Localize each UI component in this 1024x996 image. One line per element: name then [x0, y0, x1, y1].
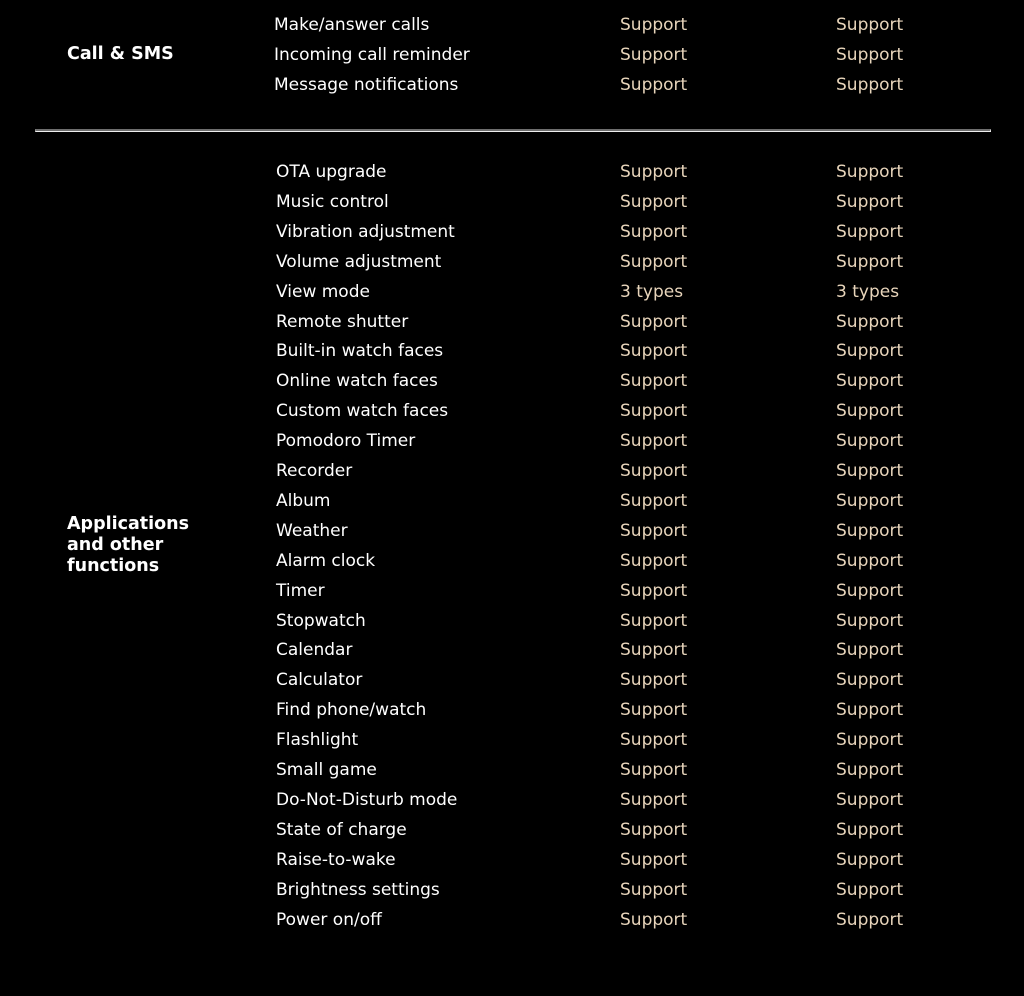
table-row	[0, 339, 1024, 369]
feature-name: Small game	[276, 760, 377, 780]
value-model-a: 3 types	[620, 281, 684, 302]
section-label: Applications and other functions	[67, 514, 190, 576]
value-model-a: Support	[620, 251, 688, 272]
table-row	[0, 160, 1024, 190]
feature-name: Power on/off	[276, 909, 382, 930]
value-model-a: Support	[620, 550, 688, 571]
section-label: Call & SMS	[67, 44, 174, 64]
table-row	[0, 579, 1024, 609]
value-model-b: Support	[836, 401, 904, 422]
feature-name: Custom watch faces	[276, 401, 449, 422]
value-model-b: Support	[836, 700, 904, 721]
value-model-a: Support	[620, 461, 688, 481]
feature-name: Recorder	[276, 461, 353, 481]
table-row	[0, 250, 1024, 280]
table-row	[0, 13, 1024, 43]
feature-name: Calendar	[276, 640, 353, 661]
feature-name: Message notifications	[274, 75, 459, 95]
feature-name: Make/answer calls	[274, 15, 430, 35]
value-model-b: 3 types	[836, 281, 900, 302]
value-model-b: Support	[836, 341, 904, 362]
feature-name: Brightness settings	[276, 879, 440, 900]
value-model-b: Support	[836, 879, 904, 900]
table-row	[0, 73, 1024, 103]
value-model-b: Support	[836, 221, 904, 242]
table-row	[0, 878, 1024, 908]
value-model-a: Support	[620, 640, 688, 661]
value-model-b: Support	[836, 311, 904, 332]
feature-name: Vibration adjustment	[276, 221, 455, 242]
feature-name: Timer	[276, 580, 325, 601]
feature-name: Weather	[276, 520, 348, 541]
value-model-a: Support	[620, 15, 688, 35]
feature-name: Raise-to-wake	[276, 849, 396, 870]
value-model-b: Support	[836, 162, 904, 182]
feature-name: Pomodoro Timer	[276, 431, 416, 452]
section-divider	[35, 129, 991, 132]
table-row	[0, 848, 1024, 878]
feature-name: Stopwatch	[276, 610, 366, 631]
value-model-b: Support	[836, 461, 904, 481]
table-row	[0, 369, 1024, 399]
value-model-b: Support	[836, 371, 904, 392]
value-model-a: Support	[620, 819, 688, 840]
table-row	[0, 758, 1024, 788]
table-row	[0, 818, 1024, 848]
table-row	[0, 668, 1024, 698]
table-row	[0, 728, 1024, 758]
feature-name: Find phone/watch	[276, 700, 427, 721]
value-model-a: Support	[620, 849, 688, 870]
value-model-b: Support	[836, 670, 904, 691]
value-model-b: Support	[836, 580, 904, 601]
feature-name: Album	[276, 490, 331, 511]
value-model-a: Support	[620, 700, 688, 721]
value-model-b: Support	[836, 15, 904, 35]
value-model-a: Support	[620, 162, 688, 182]
value-model-a: Support	[620, 431, 688, 452]
feature-name: Do-Not-Disturb mode	[276, 789, 458, 810]
value-model-a: Support	[620, 191, 688, 212]
table-row	[0, 399, 1024, 429]
feature-name: OTA upgrade	[276, 162, 387, 182]
table-row	[0, 190, 1024, 220]
table-row	[0, 698, 1024, 728]
feature-name: Flashlight	[276, 730, 359, 751]
value-model-a: Support	[620, 730, 688, 751]
feature-name: Remote shutter	[276, 311, 409, 332]
value-model-a: Support	[620, 311, 688, 332]
feature-name: State of charge	[276, 819, 407, 840]
value-model-a: Support	[620, 610, 688, 631]
value-model-b: Support	[836, 490, 904, 511]
table-row	[0, 489, 1024, 519]
value-model-a: Support	[620, 490, 688, 511]
value-model-a: Support	[620, 760, 688, 780]
value-model-a: Support	[620, 580, 688, 601]
value-model-b: Support	[836, 909, 904, 930]
value-model-a: Support	[620, 221, 688, 242]
value-model-b: Support	[836, 849, 904, 870]
value-model-a: Support	[620, 879, 688, 900]
value-model-a: Support	[620, 670, 688, 691]
feature-name: Volume adjustment	[276, 251, 442, 272]
value-model-b: Support	[836, 819, 904, 840]
value-model-b: Support	[836, 610, 904, 631]
value-model-b: Support	[836, 640, 904, 661]
value-model-a: Support	[620, 45, 688, 65]
table-row	[0, 609, 1024, 639]
value-model-b: Support	[836, 75, 904, 95]
value-model-b: Support	[836, 730, 904, 751]
value-model-b: Support	[836, 251, 904, 272]
table-row	[0, 429, 1024, 459]
value-model-b: Support	[836, 760, 904, 780]
value-model-b: Support	[836, 431, 904, 452]
value-model-a: Support	[620, 401, 688, 422]
feature-name: Music control	[276, 191, 389, 212]
value-model-a: Support	[620, 75, 688, 95]
table-row	[0, 519, 1024, 549]
table-row	[0, 280, 1024, 310]
value-model-b: Support	[836, 45, 904, 65]
feature-name: Calculator	[276, 670, 363, 691]
table-row	[0, 638, 1024, 668]
feature-name: Online watch faces	[276, 371, 438, 392]
value-model-b: Support	[836, 191, 904, 212]
table-row	[0, 459, 1024, 489]
table-row	[0, 220, 1024, 250]
feature-name: Alarm clock	[276, 550, 376, 571]
value-model-b: Support	[836, 789, 904, 810]
value-model-a: Support	[620, 371, 688, 392]
feature-name: Incoming call reminder	[274, 45, 470, 65]
value-model-a: Support	[620, 341, 688, 362]
value-model-a: Support	[620, 909, 688, 930]
value-model-a: Support	[620, 789, 688, 810]
table-row	[0, 310, 1024, 340]
value-model-a: Support	[620, 520, 688, 541]
feature-name: Built-in watch faces	[276, 341, 444, 362]
table-row	[0, 549, 1024, 579]
table-row	[0, 43, 1024, 73]
value-model-b: Support	[836, 520, 904, 541]
feature-name: View mode	[276, 281, 370, 302]
value-model-b: Support	[836, 550, 904, 571]
table-row	[0, 788, 1024, 818]
table-row	[0, 908, 1024, 938]
